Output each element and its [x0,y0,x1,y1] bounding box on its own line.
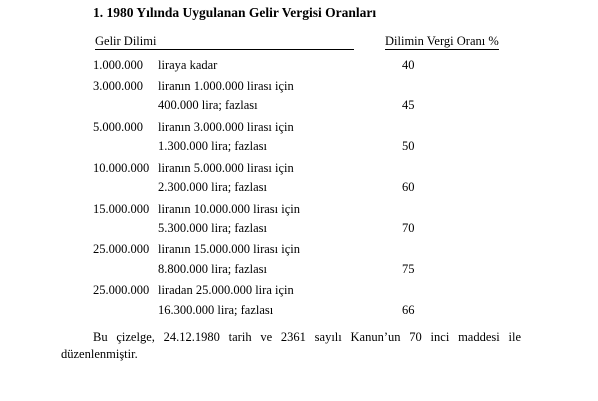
bracket-description: liranın 1.000.000 lirası için [158,79,294,93]
tax-rate-value: 70 [402,221,415,235]
bracket-description-continuation: 400.000 lira; fazlası [158,98,258,112]
bracket-amount: 10.000.000 [93,161,150,175]
bracket-amount: 3.000.000 [93,79,143,93]
tax-rate-value: 75 [402,262,415,276]
bracket-description: liranın 15.000.000 lirası için [158,242,300,256]
bracket-amount: 5.000.000 [93,120,143,134]
column-header-income-bracket: Gelir Dilimi [95,34,354,50]
tax-rate-value: 40 [402,58,415,72]
bracket-amount: 1.000.000 [93,58,143,72]
bracket-amount: 25.000.000 [93,242,150,256]
bracket-description: liranın 5.000.000 lirası için [158,161,294,175]
tax-rate-value: 66 [402,303,415,317]
section-title: 1. 1980 Yılında Uygulanan Gelir Vergisi Oranları [93,5,377,20]
bracket-description-continuation: 2.300.000 lira; fazlası [158,180,267,194]
bracket-description: liradan 25.000.000 lira için [158,283,294,297]
column-header-tax-rate: Dilimin Vergi Oranı % [385,34,499,48]
bracket-description: liranın 3.000.000 lirası için [158,120,294,134]
bracket-description: liraya kadar [158,58,218,72]
bracket-description-continuation: 16.300.000 lira; fazlası [158,303,274,317]
bracket-description: liranın 10.000.000 lirası için [158,202,300,216]
bracket-amount: 15.000.000 [93,202,150,216]
footnote-paragraph: Bu çizelge, 24.12.1980 tarih ve 2361 sayılı Kanun’un 70 inci maddesi ile düzenlenmiştir. [61,330,521,361]
tax-rate-value: 50 [402,139,415,153]
bracket-description-continuation: 5.300.000 lira; fazlası [158,221,267,235]
bracket-amount: 25.000.000 [93,283,150,297]
bracket-description-continuation: 1.300.000 lira; fazlası [158,139,267,153]
bracket-description-continuation: 8.800.000 lira; fazlası [158,262,267,276]
tax-rate-value: 45 [402,98,415,112]
tax-rate-value: 60 [402,180,415,194]
